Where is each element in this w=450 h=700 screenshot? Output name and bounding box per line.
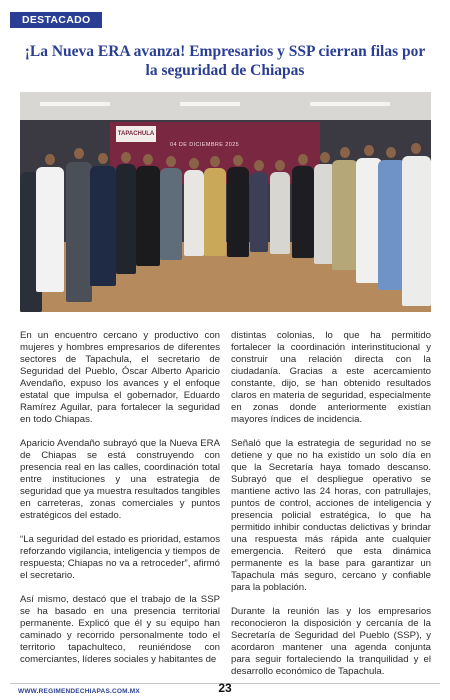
article-photo	[20, 92, 431, 312]
screen-logo: TAPACHULA	[116, 126, 156, 142]
body-column-left	[20, 330, 220, 666]
person-head	[275, 160, 285, 171]
person	[250, 172, 268, 252]
ceiling-light	[180, 102, 240, 106]
body-paragraph: Señaló que la estrategia de seguridad no se detiene y que no ha existido un solo día en que la Secretaría haya tomado descanso. Subrayó que el despliegue operativo se mantiene activo las 24 horas, con patrullajes, puntos de control, acciones de inteligencia y presencia policial estratégica, lo que ha permitido inhibir conductas delictivas y brindar una respuesta más rápida ante cualquier emergencia. Reiteró que esta dinámica permanente es la base para garantizar un Tapachula más seguro, cercano y confiable para la población.	[231, 438, 431, 593]
person-head	[143, 154, 153, 165]
person-head	[74, 148, 84, 159]
body-paragraph: Así mismo, destacó que el trabajo de la SSP se ha basado en una presencia territorial permanente. Explicó que él y su equipo han caminado y recorrido personalmente todo el territorio tapachulteco, reuniéndose con comerciantes, líderes sociales y habitantes de	[20, 594, 220, 665]
person	[204, 168, 226, 256]
page-number: 23	[218, 681, 232, 695]
person	[292, 166, 314, 258]
person-head	[189, 158, 199, 169]
person-head	[298, 154, 308, 165]
person	[160, 168, 182, 260]
footer-url[interactable]: WWW.REGIMENDECHIAPAS.COM.MX	[18, 688, 140, 695]
person	[227, 167, 249, 257]
person	[270, 172, 290, 254]
screen-date: 04 DE DICIEMBRE 2025	[170, 142, 240, 148]
body-paragraph: Durante la reunión las y los empresarios reconocieron la disposición y cercanía de la Secretaría de Seguridad del Pueblo (SSP), y acordaron mantener una agenda conjunta para seguir fortaleciendo la tranquilidad y el desarrollo económico de Tapachula.	[231, 606, 431, 677]
person	[116, 164, 136, 274]
body-paragraph: Aparicio Avendaño subrayó que la Nueva ERA de Chiapas se está construyendo con presencia real en las calles, coordinación total entre instituciones y una estrategia de seguridad que ya muestra resultados tangibles en carreteras, zonas comerciales y puntos estratégicos del estado.	[20, 438, 220, 521]
person-head	[121, 152, 131, 163]
person	[66, 162, 92, 302]
person-head	[364, 145, 374, 156]
person	[402, 156, 431, 306]
person-head	[166, 156, 176, 167]
body-paragraph: En un encuentro cercano y productivo con mujeres y hombres empresarios de diferentes sectores de Tapachula, el secretario de Seguridad del Pueblo, Óscar Alberto Aparicio Avendaño, expuso los avances y el enfoque estatal que impulsa el gobernador, Eduardo Ramírez Aguilar, para fortalecer la seguridad en todo Chiapas.	[20, 330, 220, 425]
person-head	[233, 155, 243, 166]
body-paragraph: “La seguridad del estado es prioridad, estamos reforzando vigilancia, inteligencia y tiempos de respuesta; Chiapas no va a retroceder”, afirmó el secretario.	[20, 534, 220, 581]
photo-ceiling	[20, 92, 431, 120]
ceiling-light	[310, 102, 390, 106]
person-head	[386, 147, 396, 158]
section-badge: DESTACADO	[10, 12, 102, 28]
body-column-right	[231, 330, 431, 678]
article-headline: ¡La Nueva ERA avanza! Empresarios y SSP cierran filas por la seguridad de Chiapas	[24, 43, 426, 79]
person	[184, 170, 204, 256]
body-paragraph: distintas colonias, lo que ha permitido fortalecer la coordinación interinstitucional y construir una relación directa con la ciudadanía. Gracias a este acercamiento constante, dijo, se han obtenido resultados claros en materia de seguridad, especialmente en zonas donde anteriormente existían mayores índices de incidencia.	[231, 330, 431, 425]
person	[136, 166, 160, 266]
person	[332, 160, 358, 270]
person-head	[98, 153, 108, 164]
person-head	[320, 152, 330, 163]
person	[90, 166, 116, 286]
ceiling-light	[40, 102, 110, 106]
person	[36, 167, 64, 292]
person-head	[411, 143, 421, 154]
person-head	[340, 147, 350, 158]
person-head	[45, 154, 55, 165]
person-head	[210, 156, 220, 167]
person-head	[254, 160, 264, 171]
